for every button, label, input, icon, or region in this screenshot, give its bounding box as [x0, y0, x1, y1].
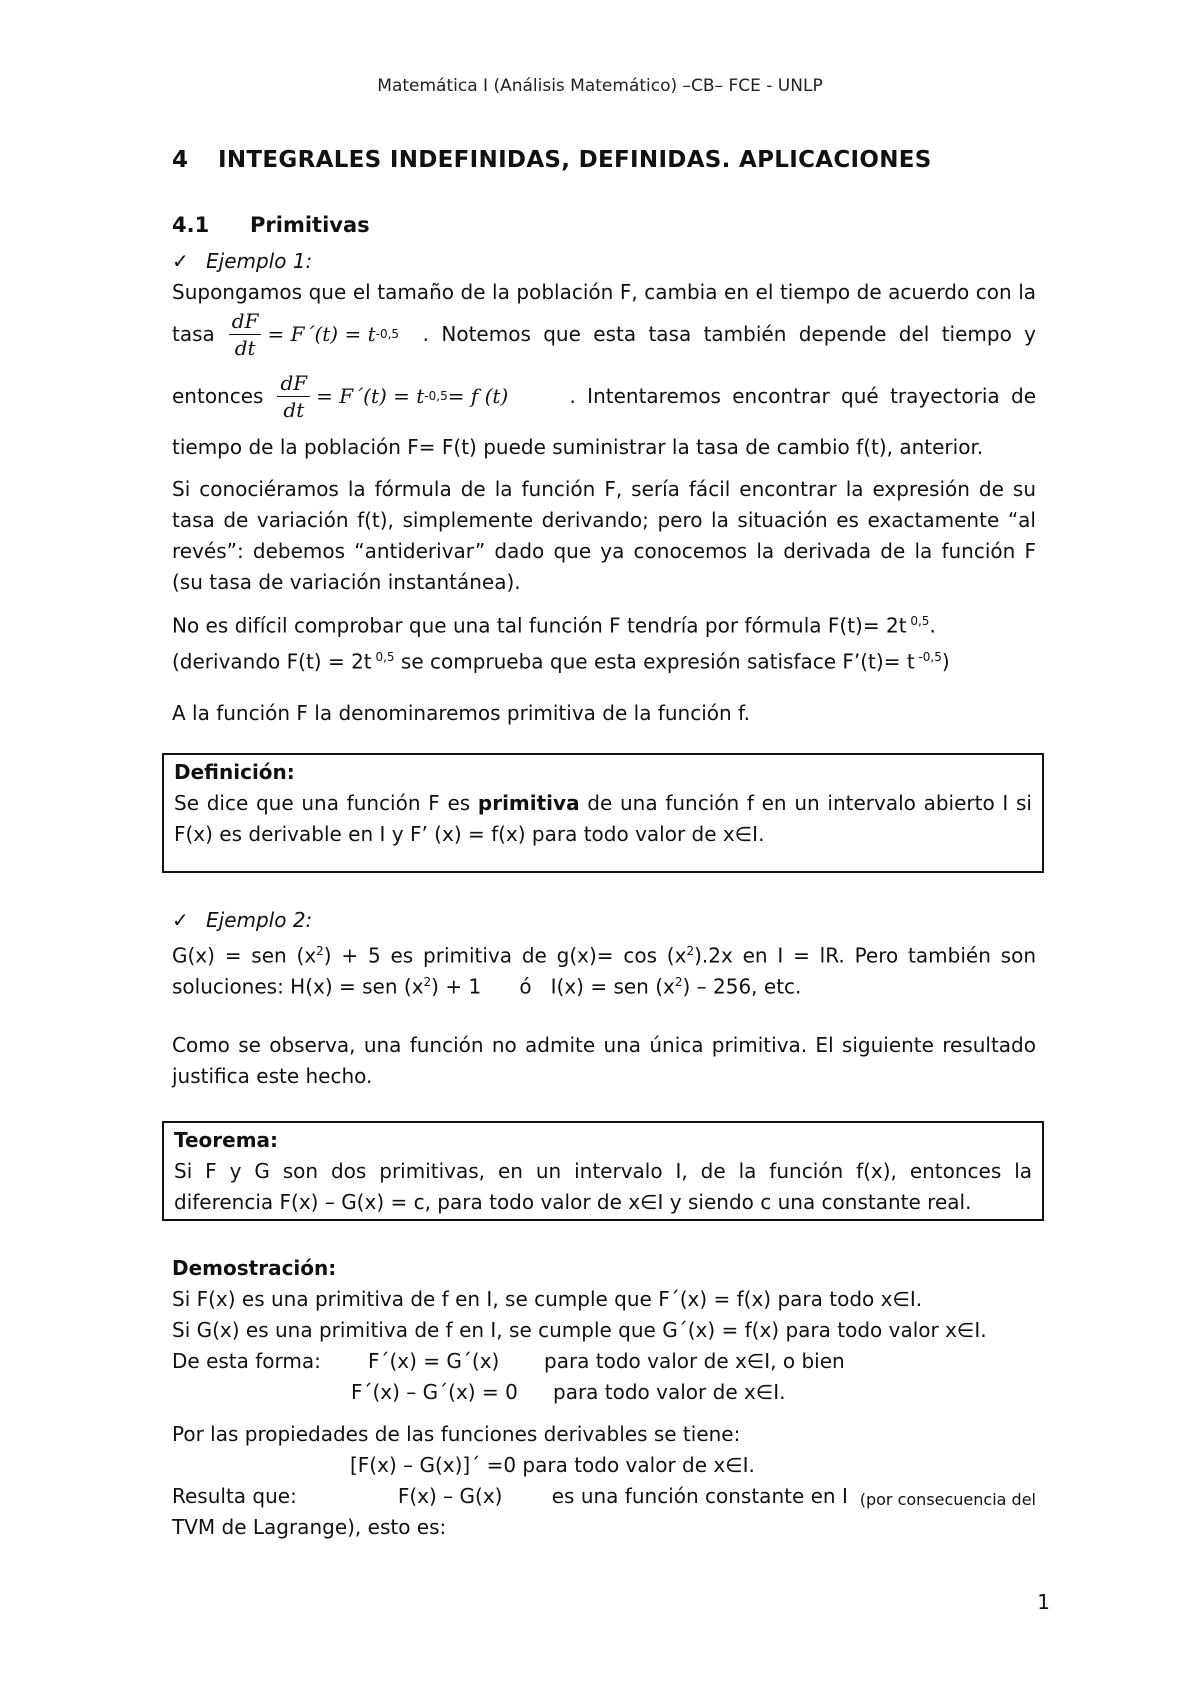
example2-label-line [172, 905, 1036, 936]
para3-tail1: . [929, 613, 936, 638]
fraction-numerator: dF [229, 308, 262, 335]
ex2-l1a: G(x) = sen (x [172, 943, 317, 968]
example1-tasa-line [172, 306, 1036, 362]
proof-line4-eq: F´(x) – G´(x) = 0 [351, 1380, 518, 1404]
entonces-word: entonces [172, 383, 264, 408]
ex2-l1c: ).2x en I = lR. Pero también son [694, 943, 1037, 968]
example2-paragraph: Como se observa, una función no admite una única primitiva. El siguiente resultado justifica este hecho. [172, 1033, 1036, 1088]
example1-paragraph2: Si conociéramos la fórmula de la función F, sería fácil encontrar la expresión de su tasa de variación f(t), simplemente derivando; pero la situación es exactamente “al revés”: debemos “antiderivar” dado que ya conocemos la derivada de la función F (su tasa de variación instantánea). [172, 477, 1036, 594]
proof-line4 [172, 1377, 1036, 1408]
fraction-denominator: dt [234, 335, 256, 360]
example1-paragraph4: A la función F la denominaremos primitiva de la función f. [172, 701, 750, 725]
proof-line3-label: De esta forma: [172, 1349, 321, 1373]
exponent-1: -0,5 [375, 326, 400, 341]
ex2-sup4: 2 [674, 975, 683, 989]
example1-line2-rest: . Notemos que esta tasa también depende del tiempo y [422, 321, 1036, 346]
checkmark-icon-2: ✓ [172, 908, 189, 932]
para3-tail2: ) [941, 649, 950, 674]
example1-line1: Supongamos que el tamaño de la población F, cambia en el tiempo de acuerdo con la [172, 280, 1036, 304]
example2-line2 [172, 967, 1036, 1003]
example1-entonces-line [172, 368, 1036, 424]
chapter-title: INTEGRALES INDEFINIDAS, DEFINIDAS. APLICACIONES [218, 147, 932, 173]
para3-line2: (derivando F(t) = 2t [172, 649, 372, 674]
chapter-heading [172, 147, 932, 173]
theorem-box [162, 1121, 1044, 1221]
proof-line3 [172, 1346, 1036, 1377]
equation-2-tail: = f (t) [447, 383, 509, 408]
para3-line1: No es difícil comprobar que una tal función F tendría por fórmula F(t)= 2t [172, 613, 907, 638]
definition-title: Definición: [174, 760, 295, 784]
ex2-l2a: soluciones: H(x) = sen (x [172, 974, 424, 999]
example1-paragraph3 [172, 606, 1036, 677]
fraction-numerator-2: dF [277, 370, 310, 397]
derivative-fraction-2 [277, 370, 310, 423]
chapter-number: 4 [172, 147, 189, 173]
proof-line7 [172, 1481, 1036, 1515]
ex2-sup2: 2 [686, 944, 695, 958]
ex2-sup3: 2 [423, 975, 432, 989]
equation-1: = F´(t) = t [267, 321, 376, 346]
ex2-l2b: ) + 1 ó I(x) = sen (x [431, 974, 675, 999]
definition-text-a: Se dice que una función F es [174, 791, 478, 815]
proof-line6: [F(x) – G(x)]´ =0 para todo valor de x∈I. [350, 1453, 755, 1477]
proof-line3-text: para todo valor de x∈I, o bien [544, 1349, 845, 1373]
checkmark-icon: ✓ [172, 249, 189, 273]
para3-exp2: 0,5 [371, 649, 395, 664]
example1-label-line [172, 246, 1036, 277]
exponent-2: -0,5 [424, 388, 448, 403]
equation-2: = F´(t) = t [316, 383, 425, 408]
theorem-line1: Si F y G son dos primitivas, en un intervalo I, de la función f(x), entonces la [174, 1159, 1032, 1183]
definition-line1 [174, 788, 1032, 819]
proof-line7-expr: F(x) – G(x) [397, 1484, 503, 1508]
para3-exp3: -0,5 [914, 649, 942, 664]
para3-exp1: 0,5 [906, 614, 930, 628]
proof-line3-eq: F´(x) = G´(x) [368, 1349, 500, 1373]
definition-text-b: de una función f en un intervalo abierto I si [579, 791, 1032, 815]
theorem-title: Teorema: [174, 1128, 279, 1152]
example2-label: Ejemplo 2: [206, 908, 313, 932]
proof-line7-note: (por consecuencia del [859, 1490, 1036, 1509]
proof-line1: Si F(x) es una primitiva de f en I, se cumple que F´(x) = f(x) para todo x∈I. [172, 1287, 923, 1311]
proof-title: Demostración: [172, 1256, 337, 1280]
ex2-l1b: ) + 5 es primitiva de g(x)= cos (x [323, 943, 687, 968]
theorem-line2: diferencia F(x) – G(x) = c, para todo valor de x∈I y siendo c una constante real. [174, 1190, 972, 1214]
proof-line5: Por las propiedades de las funciones derivables se tiene: [172, 1422, 741, 1446]
ex2-sup1: 2 [316, 944, 324, 958]
tasa-word: tasa [172, 321, 215, 346]
fraction-denominator-2: dt [283, 397, 305, 422]
section-title: Primitivas [250, 213, 370, 237]
proof-line7-text: es una función constante en I [551, 1484, 848, 1508]
example1-label: Ejemplo 1: [206, 249, 313, 273]
section-heading [172, 213, 370, 237]
example1-line4: tiempo de la población F= F(t) puede suministrar la tasa de cambio f(t), anterior. [172, 435, 984, 459]
proof-line4-text: para todo valor de x∈I. [553, 1380, 786, 1404]
definition-line2: F(x) es derivable en I y F’ (x) = f(x) para todo valor de x∈I. [174, 822, 765, 846]
page-header: Matemática I (Análisis Matemático) –CB– FCE - UNLP [377, 76, 823, 96]
proof-line2: Si G(x) es una primitiva de f en I, se cumple que G´(x) = f(x) para todo valor x∈I. [172, 1318, 987, 1342]
derivative-fraction [229, 308, 262, 361]
ex2-l2c: ) – 256, etc. [682, 974, 802, 999]
proof-line8: TVM de Lagrange), esto es: [172, 1515, 447, 1539]
section-number: 4.1 [172, 213, 210, 237]
example1-line3-rest: . Intentaremos encontrar qué trayectoria de [569, 383, 1036, 408]
definition-bold-term: primitiva [477, 791, 580, 815]
page-number: 1 [1037, 1590, 1050, 1614]
definition-box [162, 753, 1044, 873]
para3-mid: se comprueba que esta expresión satisface F’(t)= t [394, 649, 915, 674]
proof-line7-label: Resulta que: [172, 1484, 297, 1508]
